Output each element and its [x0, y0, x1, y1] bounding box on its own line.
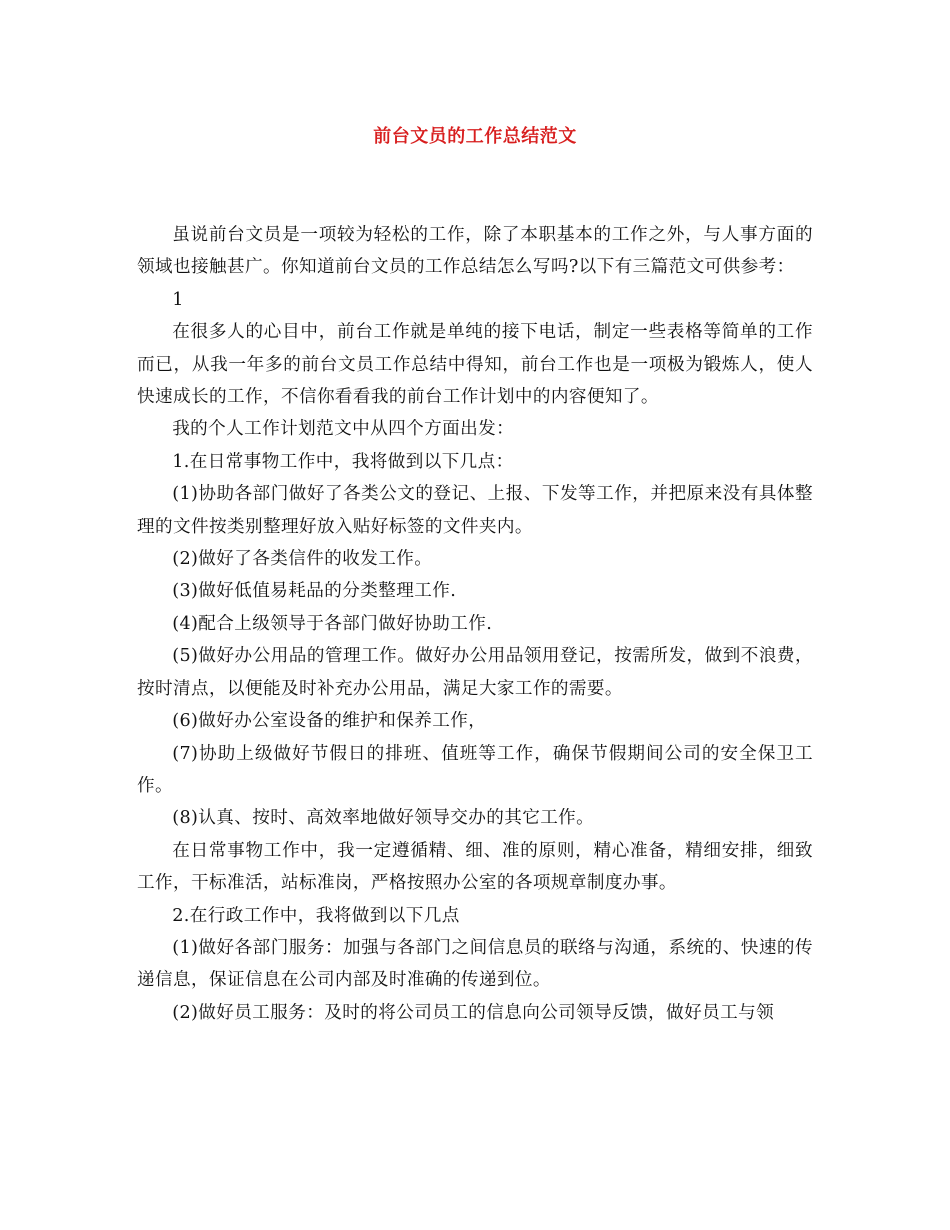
- list-item: (1)做好各部门服务：加强与各部门之间信息员的联络与沟通，系统的、快速的传递信息，保证信息在公司内部及时准确的传递到位。: [137, 937, 813, 991]
- list-item: (3)做好低值易耗品的分类整理工作.: [172, 581, 457, 602]
- list-item: (5)做好办公用品的管理工作。做好办公用品领用登记，按需所发，做到不浪费，按时清点，以便能及时补充办公用品，满足大家工作的需要。: [137, 646, 813, 699]
- list-item: (2)做好员工服务：及时的将公司员工的信息向公司领导反馈，做好员工与领: [172, 1002, 775, 1023]
- paragraph: 在很多人的心目中，前台工作就是单纯的接下电话，制定一些表格等简单的工作而已，从我一年多的前台文员工作总结中得知，前台工作也是一项极为锻炼人，使人快速成长的工作，不信你看看我的前台工作计划中的内容便知了。: [137, 322, 813, 408]
- list-item: (2)做好了各类信件的收发工作。: [172, 549, 433, 570]
- list-item: (7)协助上级做好节假日的排班、值班等工作，确保节假期间公司的安全保卫工作。: [137, 743, 813, 796]
- paragraph-heading: 1.在日常事物工作中，我将做到以下几点：: [172, 451, 514, 472]
- list-item: (8)认真、按时、高效率地做好领导交办的其它工作。: [172, 808, 595, 829]
- paragraph: 在日常事物工作中，我一定遵循精、细、准的原则，精心准备，精细安排，细致工作，干标准活，站标准岗，严格按照办公室的各项规章制度办事。: [137, 840, 813, 894]
- list-item: (4)配合上级领导于各部门做好协助工作.: [172, 613, 493, 634]
- list-item: (6)做好办公室设备的维护和保养工作，: [172, 711, 487, 732]
- paragraph-section-number: 1: [172, 289, 184, 310]
- paragraph-intro: 虽说前台文员是一项较为轻松的工作，除了本职基本的工作之外，与人事方面的领域也接触甚广。你知道前台文员的工作总结怎么写吗?以下有三篇范文可供参考：: [137, 225, 813, 278]
- list-item: (1)协助各部门做好了各类公文的登记、上报、下发等工作，并把原来没有具体整理的文件按类别整理好放入贴好标签的文件夹内。: [137, 484, 813, 537]
- paragraph-heading: 2.在行政工作中，我将做到以下几点: [172, 905, 460, 926]
- document-body: [137, 219, 813, 1029]
- paragraph: 我的个人工作计划范文中从四个方面出发：: [172, 419, 515, 440]
- document-title: 前台文员的工作总结范文: [373, 126, 577, 147]
